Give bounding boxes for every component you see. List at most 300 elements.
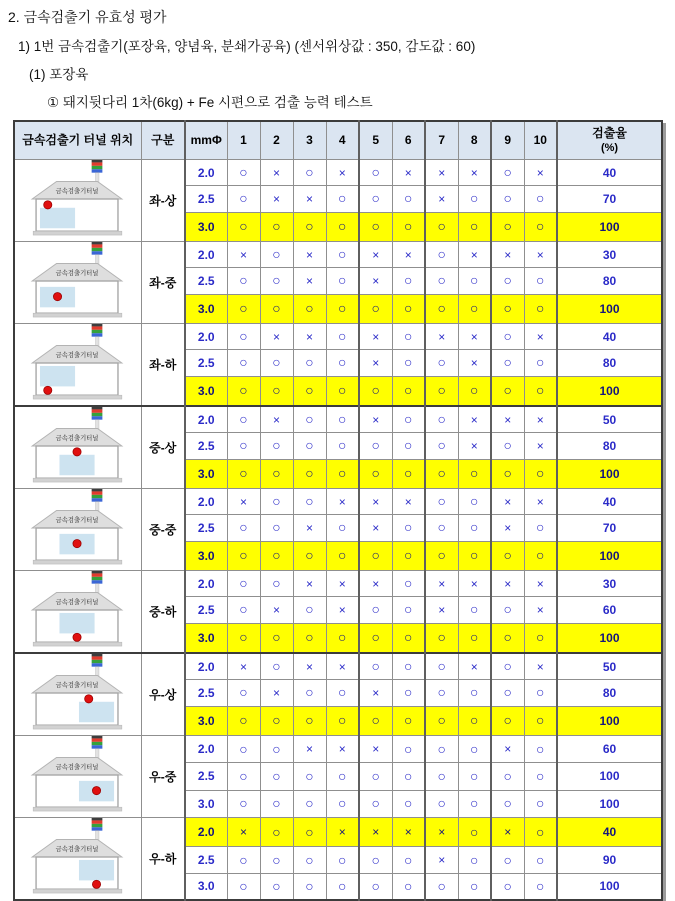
- pass-circle-icon: ○: [338, 547, 347, 564]
- result-pass-cell: [392, 571, 425, 597]
- pass-circle-icon: ○: [239, 712, 248, 729]
- fail-x-icon: ×: [470, 412, 478, 427]
- pass-circle-icon: ○: [305, 300, 314, 317]
- pass-circle-icon: ○: [437, 493, 446, 510]
- pass-circle-icon: ○: [371, 851, 380, 868]
- pass-circle-icon: ○: [272, 300, 281, 317]
- result-fail-cell: [326, 653, 359, 680]
- fail-x-icon: ×: [272, 329, 280, 344]
- detection-rate-cell: 100: [557, 294, 662, 323]
- mm-size-cell: 3.0: [185, 459, 227, 488]
- result-pass-cell: [458, 597, 491, 623]
- detection-rate-cell: 100: [557, 873, 662, 900]
- position-label-cell: 좌-상: [141, 160, 185, 242]
- fail-x-icon: ×: [536, 247, 544, 262]
- tower-light-blue: [91, 169, 102, 172]
- pass-circle-icon: ○: [503, 712, 512, 729]
- result-pass-cell: [326, 847, 359, 873]
- pass-circle-icon: ○: [239, 601, 248, 618]
- result-fail-cell: [326, 736, 359, 763]
- result-pass-cell: [425, 406, 458, 433]
- result-pass-cell: [293, 818, 326, 847]
- pass-circle-icon: ○: [503, 382, 512, 399]
- result-row-우-하-2.0: [14, 818, 662, 847]
- pass-circle-icon: ○: [305, 795, 314, 812]
- result-fail-cell: [524, 597, 557, 623]
- pass-circle-icon: ○: [536, 465, 545, 482]
- tower-light-pole: [95, 667, 98, 676]
- pass-circle-icon: ○: [338, 877, 347, 894]
- fail-x-icon: ×: [372, 247, 380, 262]
- pass-circle-icon: ○: [470, 795, 479, 812]
- pass-circle-icon: ○: [503, 328, 512, 345]
- result-pass-cell: [524, 790, 557, 817]
- result-fail-cell: [491, 736, 524, 763]
- pass-circle-icon: ○: [272, 547, 281, 564]
- pass-circle-icon: ○: [239, 164, 248, 181]
- result-pass-cell: [458, 623, 491, 653]
- pass-circle-icon: ○: [536, 354, 545, 371]
- mm-size-cell: 3.0: [185, 212, 227, 241]
- tunnel-base: [33, 231, 122, 235]
- detection-rate-cell: 70: [557, 186, 662, 212]
- pass-circle-icon: ○: [437, 519, 446, 536]
- result-pass-cell: [425, 350, 458, 376]
- fail-x-icon: ×: [536, 602, 544, 617]
- pass-circle-icon: ○: [338, 795, 347, 812]
- result-pass-cell: [392, 350, 425, 376]
- mm-size-cell: 3.0: [185, 873, 227, 900]
- pass-circle-icon: ○: [470, 877, 479, 894]
- result-pass-cell: [425, 763, 458, 790]
- result-pass-cell: [458, 268, 491, 294]
- result-pass-cell: [326, 406, 359, 433]
- header-trial-9: 9: [491, 121, 524, 160]
- fail-x-icon: ×: [338, 165, 346, 180]
- result-pass-cell: [260, 763, 293, 790]
- result-pass-cell: [260, 489, 293, 515]
- result-fail-cell: [491, 515, 524, 541]
- result-pass-cell: [227, 790, 260, 817]
- pass-circle-icon: ○: [239, 437, 248, 454]
- tower-light-red: [91, 656, 102, 659]
- result-row-우-중-2.0: [14, 736, 662, 763]
- pass-circle-icon: ○: [305, 354, 314, 371]
- tower-light-green: [91, 413, 102, 416]
- fail-x-icon: ×: [536, 412, 544, 427]
- result-pass-cell: [458, 790, 491, 817]
- tower-light-cap: [91, 324, 102, 326]
- pass-circle-icon: ○: [437, 354, 446, 371]
- pass-circle-icon: ○: [503, 547, 512, 564]
- result-fail-cell: [359, 818, 392, 847]
- result-fail-cell: [425, 597, 458, 623]
- result-fail-cell: [227, 489, 260, 515]
- result-pass-cell: [260, 847, 293, 873]
- tunnel-label: 금속검출기터널: [55, 352, 99, 360]
- pass-circle-icon: ○: [470, 272, 479, 289]
- pass-circle-icon: ○: [470, 465, 479, 482]
- pass-circle-icon: ○: [305, 465, 314, 482]
- result-pass-cell: [326, 706, 359, 735]
- pass-circle-icon: ○: [503, 354, 512, 371]
- fail-x-icon: ×: [470, 355, 478, 370]
- pass-circle-icon: ○: [404, 601, 413, 618]
- result-pass-cell: [359, 459, 392, 488]
- fail-x-icon: ×: [372, 520, 380, 535]
- pass-circle-icon: ○: [305, 382, 314, 399]
- fail-x-icon: ×: [536, 576, 544, 591]
- pass-circle-icon: ○: [338, 411, 347, 428]
- result-pass-cell: [425, 541, 458, 570]
- result-pass-cell: [524, 459, 557, 488]
- pass-circle-icon: ○: [338, 190, 347, 207]
- pass-circle-icon: ○: [371, 164, 380, 181]
- pass-circle-icon: ○: [239, 411, 248, 428]
- result-pass-cell: [425, 268, 458, 294]
- result-fail-cell: [392, 160, 425, 186]
- position-label-cell: 중-하: [141, 571, 185, 654]
- result-fail-cell: [425, 818, 458, 847]
- product-rect: [59, 613, 94, 633]
- pass-circle-icon: ○: [404, 437, 413, 454]
- pass-circle-icon: ○: [305, 823, 314, 840]
- result-pass-cell: [227, 873, 260, 900]
- detection-rate-cell: 50: [557, 653, 662, 680]
- mm-size-cell: 2.0: [185, 571, 227, 597]
- pass-circle-icon: ○: [536, 300, 545, 317]
- pass-circle-icon: ○: [404, 877, 413, 894]
- pass-circle-icon: ○: [305, 877, 314, 894]
- pass-circle-icon: ○: [239, 877, 248, 894]
- result-pass-cell: [425, 459, 458, 488]
- tower-light-blue: [91, 663, 102, 666]
- pass-circle-icon: ○: [536, 547, 545, 564]
- pass-circle-icon: ○: [239, 519, 248, 536]
- detector-subtitle: 1) 1번 금속검출기(포장육, 양념육, 분쇄가공육) (센서위상값 : 350, 감도값 : 60): [18, 39, 476, 54]
- tunnel-label: 금속검출기터널: [55, 599, 99, 607]
- result-pass-cell: [260, 515, 293, 541]
- result-pass-cell: [458, 515, 491, 541]
- result-pass-cell: [260, 571, 293, 597]
- detection-rate-cell: 30: [557, 571, 662, 597]
- result-pass-cell: [425, 680, 458, 706]
- result-pass-cell: [359, 541, 392, 570]
- tunnel-base: [33, 478, 122, 482]
- tunnel-label: 금속검출기터널: [55, 517, 99, 525]
- fail-x-icon: ×: [272, 165, 280, 180]
- tower-light-green: [91, 824, 102, 827]
- pass-circle-icon: ○: [437, 740, 446, 757]
- result-pass-cell: [227, 763, 260, 790]
- result-pass-cell: [392, 873, 425, 900]
- test-position-dot: [73, 540, 81, 548]
- tunnel-label: 금속검출기터널: [55, 764, 99, 772]
- mm-size-cell: 2.5: [185, 680, 227, 706]
- detection-rate-cell: 50: [557, 406, 662, 433]
- pass-circle-icon: ○: [437, 767, 446, 784]
- result-pass-cell: [392, 763, 425, 790]
- tunnel-label: 금속검출기터널: [55, 188, 99, 196]
- mm-size-cell: 2.0: [185, 489, 227, 515]
- result-pass-cell: [326, 515, 359, 541]
- result-row-좌-하-2.0: [14, 324, 662, 350]
- result-fail-cell: [359, 571, 392, 597]
- result-pass-cell: [491, 212, 524, 241]
- result-pass-cell: [293, 790, 326, 817]
- result-pass-cell: [326, 268, 359, 294]
- pass-circle-icon: ○: [272, 218, 281, 235]
- fail-x-icon: ×: [338, 602, 346, 617]
- pass-circle-icon: ○: [239, 354, 248, 371]
- result-fail-cell: [524, 653, 557, 680]
- result-row-중-상-2.0: [14, 406, 662, 433]
- result-pass-cell: [491, 623, 524, 653]
- result-pass-cell: [326, 623, 359, 653]
- result-fail-cell: [359, 515, 392, 541]
- result-pass-cell: [227, 186, 260, 212]
- fail-x-icon: ×: [504, 742, 512, 757]
- tunnel-position-cell: [14, 406, 141, 489]
- result-pass-cell: [359, 706, 392, 735]
- pass-circle-icon: ○: [338, 328, 347, 345]
- tower-light-pole: [95, 337, 98, 346]
- tower-light-red: [91, 820, 102, 823]
- pass-circle-icon: ○: [404, 575, 413, 592]
- product-rect: [79, 702, 114, 722]
- pass-circle-icon: ○: [404, 218, 413, 235]
- result-fail-cell: [326, 597, 359, 623]
- result-pass-cell: [524, 873, 557, 900]
- result-pass-cell: [326, 459, 359, 488]
- result-pass-cell: [524, 376, 557, 406]
- tunnel-base: [33, 642, 122, 646]
- result-pass-cell: [326, 350, 359, 376]
- pass-circle-icon: ○: [503, 218, 512, 235]
- pass-circle-icon: ○: [371, 601, 380, 618]
- pass-circle-icon: ○: [272, 272, 281, 289]
- result-fail-cell: [227, 653, 260, 680]
- fail-x-icon: ×: [470, 576, 478, 591]
- result-fail-cell: [260, 186, 293, 212]
- pass-circle-icon: ○: [272, 767, 281, 784]
- pass-circle-icon: ○: [404, 712, 413, 729]
- result-pass-cell: [260, 873, 293, 900]
- result-pass-cell: [260, 459, 293, 488]
- pass-circle-icon: ○: [272, 629, 281, 646]
- pass-circle-icon: ○: [305, 601, 314, 618]
- result-fail-cell: [425, 186, 458, 212]
- result-pass-cell: [392, 324, 425, 350]
- result-pass-cell: [425, 489, 458, 515]
- result-fail-cell: [392, 242, 425, 268]
- pass-circle-icon: ○: [272, 354, 281, 371]
- pass-circle-icon: ○: [338, 629, 347, 646]
- result-fail-cell: [260, 680, 293, 706]
- tower-light-cap: [91, 242, 102, 244]
- tunnel-illustration: [25, 654, 131, 732]
- mm-size-cell: 2.5: [185, 268, 227, 294]
- pass-circle-icon: ○: [503, 767, 512, 784]
- detection-rate-cell: 40: [557, 489, 662, 515]
- test-position-dot: [43, 201, 51, 209]
- result-fail-cell: [524, 324, 557, 350]
- pass-circle-icon: ○: [437, 437, 446, 454]
- result-fail-cell: [293, 515, 326, 541]
- fail-x-icon: ×: [305, 273, 313, 288]
- detection-rate-cell: 70: [557, 515, 662, 541]
- result-pass-cell: [359, 376, 392, 406]
- pass-circle-icon: ○: [239, 300, 248, 317]
- fail-x-icon: ×: [372, 742, 380, 757]
- result-pass-cell: [491, 847, 524, 873]
- pass-circle-icon: ○: [305, 547, 314, 564]
- result-row-중-중-2.0: [14, 489, 662, 515]
- result-pass-cell: [227, 515, 260, 541]
- detection-rate-cell: 100: [557, 376, 662, 406]
- tower-light-red: [91, 409, 102, 412]
- pass-circle-icon: ○: [536, 629, 545, 646]
- pass-circle-icon: ○: [239, 190, 248, 207]
- pass-circle-icon: ○: [470, 493, 479, 510]
- header-trial-10: 10: [524, 121, 557, 160]
- result-pass-cell: [293, 433, 326, 459]
- mm-size-cell: 2.5: [185, 433, 227, 459]
- result-pass-cell: [491, 376, 524, 406]
- fail-x-icon: ×: [404, 247, 412, 262]
- product-rect: [59, 455, 94, 475]
- result-fail-cell: [293, 653, 326, 680]
- mm-size-cell: 2.0: [185, 736, 227, 763]
- result-pass-cell: [260, 212, 293, 241]
- pass-circle-icon: ○: [305, 164, 314, 181]
- tunnel-base: [33, 560, 122, 564]
- tower-light-blue: [91, 827, 102, 830]
- result-pass-cell: [392, 433, 425, 459]
- result-pass-cell: [293, 873, 326, 900]
- result-pass-cell: [359, 653, 392, 680]
- pass-circle-icon: ○: [503, 629, 512, 646]
- result-pass-cell: [293, 680, 326, 706]
- detection-rate-cell: 40: [557, 324, 662, 350]
- tunnel-illustration: [25, 818, 131, 896]
- result-pass-cell: [392, 294, 425, 323]
- fail-x-icon: ×: [372, 494, 380, 509]
- result-fail-cell: [326, 818, 359, 847]
- tunnel-label: 금속검출기터널: [55, 846, 99, 854]
- fail-x-icon: ×: [504, 576, 512, 591]
- result-pass-cell: [359, 160, 392, 186]
- result-pass-cell: [293, 459, 326, 488]
- pass-circle-icon: ○: [470, 740, 479, 757]
- pass-circle-icon: ○: [371, 658, 380, 675]
- result-pass-cell: [227, 736, 260, 763]
- pass-circle-icon: ○: [470, 601, 479, 618]
- tower-light-green: [91, 248, 102, 251]
- result-pass-cell: [326, 324, 359, 350]
- result-pass-cell: [491, 597, 524, 623]
- tunnel-illustration: [25, 242, 131, 320]
- detection-rate-cell: 100: [557, 212, 662, 241]
- result-pass-cell: [260, 736, 293, 763]
- pass-circle-icon: ○: [371, 190, 380, 207]
- tower-light-cap: [91, 736, 102, 738]
- result-pass-cell: [359, 433, 392, 459]
- tower-light-green: [91, 742, 102, 745]
- result-pass-cell: [227, 350, 260, 376]
- result-pass-cell: [227, 459, 260, 488]
- tower-light-pole: [95, 420, 98, 429]
- fail-x-icon: ×: [305, 520, 313, 535]
- fail-x-icon: ×: [438, 191, 446, 206]
- pass-circle-icon: ○: [338, 851, 347, 868]
- detection-rate-cell: 60: [557, 736, 662, 763]
- pass-circle-icon: ○: [437, 246, 446, 263]
- tunnel-position-cell: [14, 571, 141, 654]
- fail-x-icon: ×: [504, 412, 512, 427]
- pass-circle-icon: ○: [503, 164, 512, 181]
- tunnel-position-cell: [14, 160, 141, 242]
- result-fail-cell: [458, 242, 491, 268]
- result-pass-cell: [227, 571, 260, 597]
- tower-light-red: [91, 491, 102, 494]
- result-fail-cell: [491, 406, 524, 433]
- pass-circle-icon: ○: [470, 382, 479, 399]
- tower-light-cap: [91, 571, 102, 573]
- tower-light-red: [91, 573, 102, 576]
- result-fail-cell: [260, 597, 293, 623]
- pass-circle-icon: ○: [404, 684, 413, 701]
- tunnel-position-cell: [14, 818, 141, 901]
- result-fail-cell: [293, 186, 326, 212]
- result-pass-cell: [458, 541, 491, 570]
- pass-circle-icon: ○: [305, 629, 314, 646]
- result-pass-cell: [524, 186, 557, 212]
- fail-x-icon: ×: [338, 576, 346, 591]
- detection-rate-cell: 80: [557, 350, 662, 376]
- pass-circle-icon: ○: [338, 246, 347, 263]
- mm-size-cell: 3.0: [185, 790, 227, 817]
- detection-rate-cell: 40: [557, 160, 662, 186]
- detection-rate-unit: (%): [600, 141, 619, 154]
- result-pass-cell: [260, 242, 293, 268]
- pass-circle-icon: ○: [338, 712, 347, 729]
- fail-x-icon: ×: [338, 494, 346, 509]
- result-pass-cell: [326, 242, 359, 268]
- pass-circle-icon: ○: [470, 547, 479, 564]
- tower-light-green: [91, 166, 102, 169]
- result-pass-cell: [392, 212, 425, 241]
- result-row-우-상-2.0: [14, 653, 662, 680]
- pass-circle-icon: ○: [437, 300, 446, 317]
- pass-circle-icon: ○: [371, 382, 380, 399]
- result-pass-cell: [359, 873, 392, 900]
- result-pass-cell: [227, 433, 260, 459]
- pass-circle-icon: ○: [371, 465, 380, 482]
- pass-circle-icon: ○: [272, 851, 281, 868]
- result-fail-cell: [359, 736, 392, 763]
- pass-circle-icon: ○: [338, 437, 347, 454]
- pass-circle-icon: ○: [470, 300, 479, 317]
- pass-circle-icon: ○: [305, 493, 314, 510]
- tower-light-green: [91, 577, 102, 580]
- result-pass-cell: [458, 376, 491, 406]
- header-trial-5: 5: [359, 121, 392, 160]
- result-pass-cell: [293, 376, 326, 406]
- fail-x-icon: ×: [404, 165, 412, 180]
- fail-x-icon: ×: [338, 742, 346, 757]
- result-pass-cell: [326, 433, 359, 459]
